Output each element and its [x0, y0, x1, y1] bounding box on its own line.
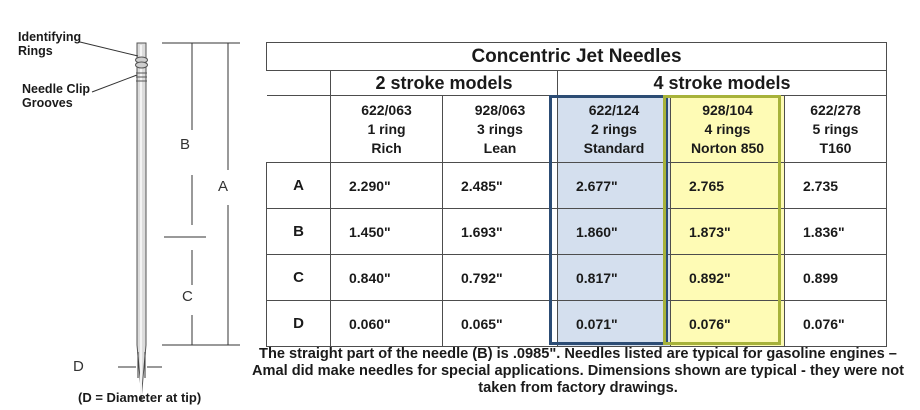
table-cell: 0.899 — [785, 255, 887, 301]
label-identifying-rings: Identifying Rings — [18, 30, 82, 58]
table-cell: 0.076" — [671, 301, 785, 347]
table-cell: 2.735 — [785, 163, 887, 209]
identifying-rings — [136, 57, 148, 68]
table-cell: 0.792" — [443, 255, 558, 301]
row-label: C — [267, 255, 331, 301]
group-header-2-stroke: 2 stroke models — [331, 71, 558, 96]
footnote: The straight part of the needle (B) is .0985". Needles listed are typical for gasoline engines – Amal did make needles for special applications. Dimensions shown are typical - they were not taken from factory drawings. — [251, 346, 905, 396]
dim-label-d: D — [73, 358, 84, 375]
label-needle-clip-grooves: Needle Clip Grooves — [22, 82, 91, 110]
leader-clip-grooves — [92, 75, 137, 92]
table-cell: 1.450" — [331, 209, 443, 255]
table-cell: 1.836" — [785, 209, 887, 255]
table-row — [267, 163, 887, 209]
leader-identifying-rings — [80, 42, 138, 56]
dim-label-a: A — [218, 178, 229, 195]
row-label: B — [267, 209, 331, 255]
column-header-row — [267, 96, 887, 163]
column-header: 622/063 1 ring Rich — [331, 96, 443, 163]
table-cell: 1.873" — [671, 209, 785, 255]
table-cell: 0.840" — [331, 255, 443, 301]
table-row — [267, 209, 887, 255]
table-row — [267, 255, 887, 301]
table-cell: 2.677" — [558, 163, 671, 209]
table-cell: 2.485" — [443, 163, 558, 209]
dim-label-b: B — [180, 136, 191, 153]
table-cell: 2.765 — [671, 163, 785, 209]
diameter-caption: (D = Diameter at tip) — [78, 390, 202, 405]
row-label: D — [267, 301, 331, 347]
table-title: Concentric Jet Needles — [267, 43, 887, 71]
column-header: 928/104 4 rings Norton 850 — [671, 96, 785, 163]
table-cell: 2.290" — [331, 163, 443, 209]
table-cell: 0.071" — [558, 301, 671, 347]
group-header-4-stroke: 4 stroke models — [558, 71, 887, 96]
needle-diagram — [0, 0, 262, 410]
table-cell: 0.892" — [671, 255, 785, 301]
table-cell: 1.693" — [443, 209, 558, 255]
table-cell: 0.817" — [558, 255, 671, 301]
column-header: 928/063 3 rings Lean — [443, 96, 558, 163]
table-cell: 1.860" — [558, 209, 671, 255]
column-header: 622/124 2 rings Standard — [558, 96, 671, 163]
dimension-lines — [118, 43, 240, 378]
table-cell: 0.060" — [331, 301, 443, 347]
table-cell: 0.076" — [785, 301, 887, 347]
row-label: A — [267, 163, 331, 209]
table-cell: 0.065" — [443, 301, 558, 347]
dim-label-c: C — [182, 288, 193, 305]
column-header: 622/278 5 rings T160 — [785, 96, 887, 163]
needle-table — [266, 42, 887, 347]
table-row — [267, 301, 887, 347]
